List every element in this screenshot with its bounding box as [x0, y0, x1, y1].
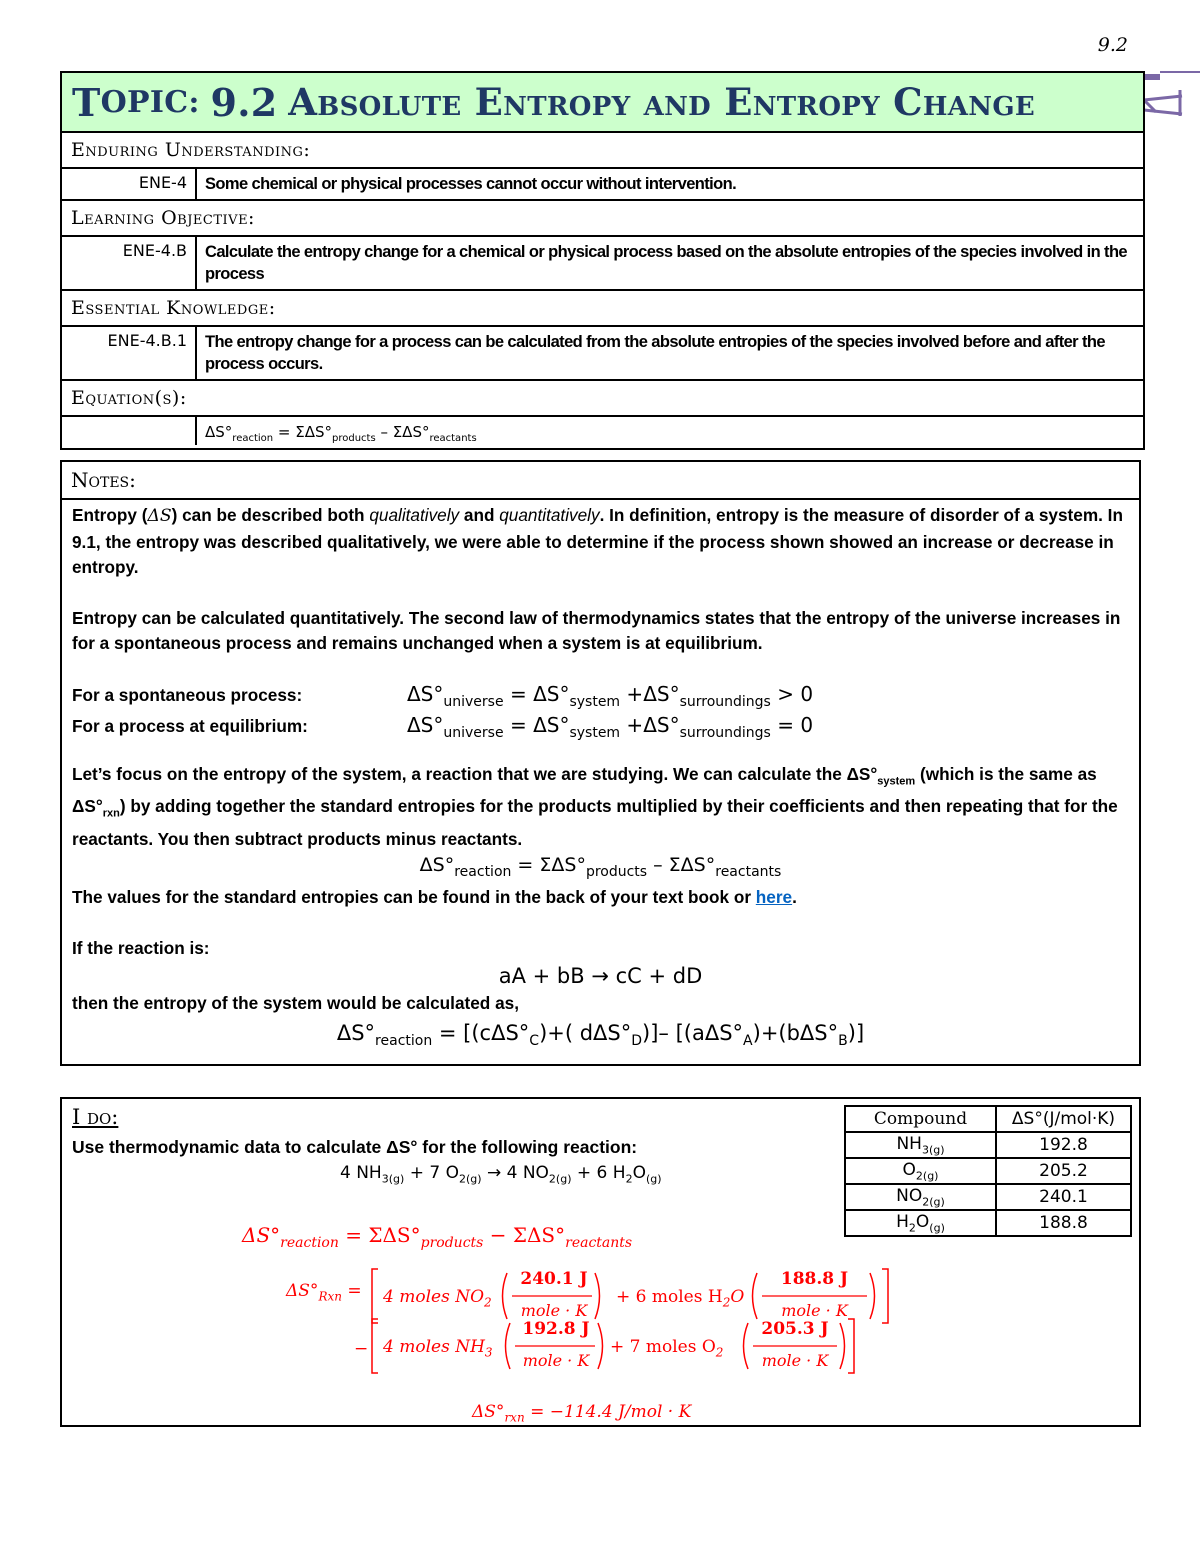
- equations-formula: $\Delta S^\circ_{reaction} = \Sigma\Delta S^\circ_{products} - \Sigma\Delta S^\circ_{reactants}$: [205, 423, 477, 444]
- solution-term-o2: + 7 moles $O_2$: [610, 1337, 724, 1360]
- spontaneous-equation: $\Delta S^\circ_{universe} = \Delta S^\circ_{system} +\Delta S^\circ_{surroundings} > 0$: [407, 681, 814, 710]
- notes-paragraph-5: If the reaction is:: [72, 937, 210, 958]
- solution-den-h2o: mole · K: [781, 1301, 848, 1320]
- objective-text: Calculate the entropy change for a chemical or physical process based on the absolute entropies of the species involved in the process: [205, 243, 1128, 283]
- topic-title-text: Absolute Entropy and Entropy Change: [288, 80, 1035, 124]
- notes-body: [62, 500, 1139, 1057]
- equilibrium-label: For a process at equilibrium:: [72, 715, 308, 736]
- ido-prompt: Use thermodynamic data to calculate ΔS° for the following reaction:: [72, 1137, 638, 1157]
- table-cell-value: 192.8: [996, 1132, 1131, 1158]
- solution-den-o2: mole · K: [761, 1351, 829, 1370]
- objective-heading: Learning Objective:: [62, 201, 1143, 237]
- solution-term-h2o: + 6 moles $H_2O$: [616, 1287, 745, 1310]
- entropy-table: [844, 1105, 1132, 1237]
- table-header-row: [845, 1106, 1131, 1132]
- reaction-entropy-equation: $\Delta S^\circ_{reaction} = \Sigma\Delta S^\circ_{products} - \Sigma\Delta S^\circ_{reactants}$: [419, 853, 782, 880]
- notes-paragraph-1: Entropy (ΔS) can be described both qualitatively and quantitatively. In definition, entropy is the measure of disorder of a system. In 9.1, the entropy was described qualitatively, we were able to determine if the process shown showed an increase or decrease in entropy.: [72, 505, 1123, 577]
- topic-number: 9.2: [210, 79, 278, 125]
- ido-box: [60, 1097, 1141, 1427]
- solution-num-nh3: 192.8 J: [522, 1319, 590, 1339]
- table-cell-compound: $O_{2(g)}$: [845, 1158, 996, 1184]
- notes-paragraph-3: Let’s focus on the entropy of the system, a reaction that we are studying. We can calculate the $\Delta S^\circ_{system}$ (which is the same as $\Delta S^\circ_{rxn}$) by adding together the standard entropies for the products multiplied by their coefficients and then repeating that for the reactants. You then subtract products minus reactants.: [72, 763, 1118, 850]
- table-row: [845, 1184, 1131, 1210]
- equilibrium-equation: $\Delta S^\circ_{universe} = \Delta S^\circ_{system} +\Delta S^\circ_{surroundings} = 0$: [407, 712, 814, 741]
- spontaneous-label: For a spontaneous process:: [72, 684, 303, 705]
- table-cell-compound: $H_2O_{(g)}$: [845, 1210, 996, 1236]
- equations-row: [62, 417, 1143, 448]
- table-header-entropy: ΔS°(J/mol·K): [996, 1106, 1131, 1132]
- enduring-heading: Enduring Understanding:: [62, 133, 1143, 169]
- solution-term-nh3: 4 moles $NH_3$: [383, 1337, 493, 1360]
- ido-heading: I do:: [72, 1105, 119, 1129]
- table-row: [845, 1210, 1131, 1236]
- general-entropy-equation: $\Delta S^\circ_{reaction} = [(c\Delta S^\circ_C)+$( $d\Delta S^\circ_D)]-$ $[(a\Delta S^\circ_A)+(b\Delta S^\circ_B)]$: [336, 1020, 865, 1049]
- ido-reaction: 4 $NH_{3(g)} + 7$ $O_{2(g)} \to 4$ $NO_{2(g)} + 6$ $H_2O_{(g)}$: [340, 1163, 662, 1186]
- notes-paragraph-6: then the entropy of the system would be calculated as,: [72, 993, 519, 1014]
- equilibrium-row: [72, 713, 1129, 744]
- notes-box: [60, 460, 1141, 1066]
- solution-num-no2: 240.1 J: [520, 1269, 588, 1289]
- table-row: [845, 1158, 1131, 1184]
- solution-general-equation: $\Delta S^\circ_{reaction} = \Sigma\Delta S^\circ_{products} - \Sigma\Delta S^\circ_{reactants}$: [242, 1223, 633, 1251]
- solution-final-answer: $\Delta S^\circ_{rxn} = -114.4$ J/mol · K: [472, 1402, 692, 1425]
- notes-paragraph-4: The values for the standard entropies can be found in the back of your text book or here.: [72, 887, 797, 908]
- solution-num-o2: 205.3 J: [761, 1319, 829, 1339]
- knowledge-text: The entropy change for a process can be calculated from the absolute entropies of the species involved before and after the process occurs.: [205, 333, 1105, 373]
- spontaneous-row: [72, 682, 1129, 713]
- solution-term-no2: 4 moles $NO_2$: [383, 1287, 492, 1310]
- enduring-code: ENE-4: [62, 169, 197, 199]
- here-link[interactable]: here: [755, 887, 793, 908]
- topic-title: [62, 73, 1143, 133]
- notes-heading: Notes:: [62, 462, 1139, 500]
- table-cell-compound: $NH_{3(g)}$: [845, 1132, 996, 1158]
- table-row: [845, 1132, 1131, 1158]
- topic-colon: :: [188, 84, 200, 120]
- solution-num-h2o: 188.8 J: [780, 1269, 849, 1289]
- knowledge-code: ENE-4.B.1: [62, 327, 197, 379]
- general-reaction: aA + bB → cC + dD: [498, 964, 703, 989]
- topic-word-initial: T: [72, 79, 101, 125]
- table-cell-value: 205.2: [996, 1158, 1131, 1184]
- objective-code: ENE-4.B: [62, 237, 197, 289]
- knowledge-heading: Essential Knowledge:: [62, 291, 1143, 327]
- equations-heading: Equation(s):: [62, 381, 1143, 417]
- table-header-compound: Compound: [845, 1106, 996, 1132]
- solution-den-no2: mole · K: [520, 1301, 588, 1320]
- table-cell-value: 240.1: [996, 1184, 1131, 1210]
- solution-products-line: $\Delta S^\circ_{Rxn}$ =: [286, 1281, 362, 1304]
- equations-code-cell: [62, 417, 197, 445]
- solution-den-nh3: mole · K: [522, 1351, 590, 1370]
- solution-minus: −: [354, 1339, 369, 1359]
- notes-paragraph-2: Entropy can be calculated quantitatively. The second law of thermodynamics states that the entropy of the universe increases in for a spontaneous process and remains unchanged when a system is at equilibrium.: [72, 607, 1121, 653]
- topic-word-rest: OPIC: [100, 84, 189, 120]
- corner-tab-icon: [1140, 70, 1200, 120]
- enduring-text: Some chemical or physical processes cannot occur without intervention.: [205, 175, 737, 193]
- topic-box: [60, 71, 1145, 450]
- table-cell-compound: $NO_{2(g)}$: [845, 1184, 996, 1210]
- page-number: 9.2: [1097, 34, 1128, 56]
- objective-row: [62, 237, 1143, 291]
- enduring-row: [62, 169, 1143, 201]
- knowledge-row: [62, 327, 1143, 381]
- table-cell-value: 188.8: [996, 1210, 1131, 1236]
